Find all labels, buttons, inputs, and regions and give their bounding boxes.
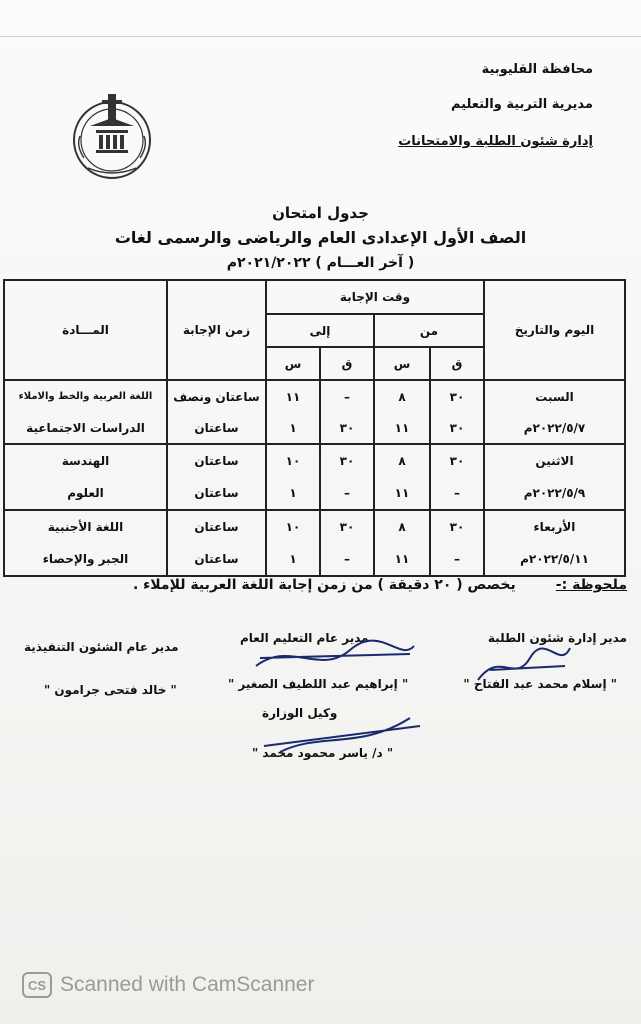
duration-1: ساعتان — [194, 454, 239, 468]
duration-cell — [167, 510, 266, 576]
header-duration: زمن الإجابة — [167, 280, 266, 380]
day-date-cell — [484, 510, 625, 576]
from-minute-2: – — [454, 486, 460, 500]
exam-schedule-table — [3, 279, 626, 577]
to-hour-1: ١٠ — [285, 520, 301, 534]
schedule-title: جدول امتحان — [272, 204, 369, 222]
to-hour-2: ١ — [289, 552, 297, 566]
day-label: الأربعاء — [533, 520, 576, 534]
date-label: ٢٠٢٢/٥/٧م — [523, 420, 586, 435]
from-hour-1: ٨ — [398, 520, 406, 534]
note-line — [133, 577, 627, 593]
subject-1: اللغة الأجنبية — [47, 520, 124, 534]
duration-2: ساعتان — [194, 552, 239, 566]
from-minute-1: ٣٠ — [449, 520, 465, 534]
header-from: من — [374, 314, 484, 347]
subject-cell — [4, 444, 167, 510]
duration-1: ساعتان ونصف — [173, 389, 260, 404]
scanner-text: Scanned with CamScanner — [60, 973, 315, 996]
from-hour-2: ١١ — [394, 552, 410, 566]
from-minute-cell — [430, 380, 484, 444]
to-hour-1: ١١ — [285, 389, 301, 404]
to-minute-cell — [320, 380, 374, 444]
education-director-title: مدير عام التعليم العام — [240, 631, 369, 645]
note-text: يخصص ( ٢٠ دقيقة ) من زمن إجابة اللغة العربية للإملاء . — [132, 577, 516, 593]
table-row — [4, 380, 625, 444]
to-minute-2: ٣٠ — [339, 420, 355, 435]
table-row — [4, 444, 625, 510]
to-minute-1: ٣٠ — [339, 454, 355, 468]
from-minute-2: ٣٠ — [449, 420, 465, 435]
from-hour-cell — [374, 444, 430, 510]
header-to: إلى — [266, 314, 374, 347]
from-minute-1: ٣٠ — [449, 454, 465, 468]
from-hour-1: ٨ — [398, 454, 406, 468]
header-to-minute: ق — [320, 347, 374, 380]
to-minute-cell — [320, 444, 374, 510]
directorate-label: مديرية التربية والتعليم — [450, 97, 593, 112]
students-affairs-name: " إسلام محمد عبد الفتاح " — [463, 677, 617, 691]
duration-2: ساعتان — [194, 420, 239, 435]
subject-2: العلوم — [67, 486, 104, 500]
subject-1: الهندسة — [61, 454, 110, 468]
from-minute-cell — [430, 510, 484, 576]
from-hour-2: ١١ — [394, 420, 410, 435]
header-to-hour: س — [266, 347, 320, 380]
camscanner-logo-icon: CS — [22, 972, 52, 998]
from-hour-1: ٨ — [398, 389, 406, 404]
from-minute-2: – — [454, 552, 460, 566]
deputy-minister-name: " د/ ياسر محمود محمد " — [252, 746, 394, 760]
education-director-name: " إبراهيم عبد اللطيف الصغير " — [228, 677, 409, 691]
term-title: ( آخر العـــام ) ٢٠٢١/٢٠٢٢م — [226, 255, 415, 271]
subject-cell — [4, 380, 167, 444]
page-edge-line — [0, 36, 641, 37]
signature-scribble-icon — [250, 636, 420, 684]
signature-scribble-icon — [470, 640, 580, 690]
table-row — [4, 510, 625, 576]
to-hour-cell — [266, 380, 320, 444]
grade-title: الصف الأول الإعدادى العام والرياضى والرسمى لغات — [114, 228, 527, 247]
to-hour-2: ١ — [289, 420, 297, 435]
to-hour-cell — [266, 444, 320, 510]
executive-director-name: " خالد فتحى جرامون " — [44, 683, 177, 697]
subject-2: الجبر والإحصاء — [42, 552, 129, 566]
from-minute-cell — [430, 444, 484, 510]
to-minute-2: – — [344, 486, 350, 500]
to-minute-2: – — [344, 552, 350, 566]
header-from-minute: ق — [430, 347, 484, 380]
subject-1: اللغة العربية والخط والاملاء — [18, 390, 153, 402]
governorate-label: محافظة القليوبية — [481, 62, 593, 77]
duration-2: ساعتان — [194, 486, 239, 500]
date-label: ٢٠٢٢/٥/٩م — [523, 486, 586, 500]
signature-scribble-icon — [260, 712, 430, 756]
to-hour-2: ١ — [289, 486, 297, 500]
from-hour-cell — [374, 380, 430, 444]
date-label: ٢٠٢٢/٥/١١م — [520, 552, 589, 566]
header-from-hour: س — [374, 347, 430, 380]
to-hour-1: ١٠ — [285, 454, 301, 468]
to-hour-cell — [266, 510, 320, 576]
scanner-watermark — [22, 972, 314, 998]
day-label: السبت — [535, 389, 574, 404]
to-minute-1: – — [344, 389, 350, 404]
from-hour-2: ١١ — [394, 486, 410, 500]
day-date-cell — [484, 444, 625, 510]
to-minute-cell — [320, 510, 374, 576]
duration-cell — [167, 380, 266, 444]
duration-cell — [167, 444, 266, 510]
header-subject: المـــادة — [4, 280, 167, 380]
department-label: إدارة شئون الطلبة والامتحانات — [398, 134, 593, 149]
day-label: الاثنين — [535, 454, 574, 468]
header-answer-time: وقت الإجابة — [266, 280, 484, 314]
deputy-minister-title: وكيل الوزارة — [262, 706, 338, 720]
subject-cell — [4, 510, 167, 576]
subject-2: الدراسات الاجتماعية — [26, 420, 145, 435]
duration-1: ساعتان — [194, 520, 239, 534]
students-affairs-title: مدير إدارة شئون الطلبة — [487, 631, 627, 645]
day-date-cell — [484, 380, 625, 444]
note-label: ملحوظة :- — [555, 577, 627, 593]
executive-director-title: مدير عام الشئون التنفيذية — [24, 640, 179, 654]
to-minute-1: ٣٠ — [339, 520, 355, 534]
from-hour-cell — [374, 510, 430, 576]
ministry-seal-icon — [66, 90, 158, 182]
from-minute-1: ٣٠ — [449, 389, 465, 404]
header-day-date: اليوم والتاريخ — [484, 280, 625, 380]
